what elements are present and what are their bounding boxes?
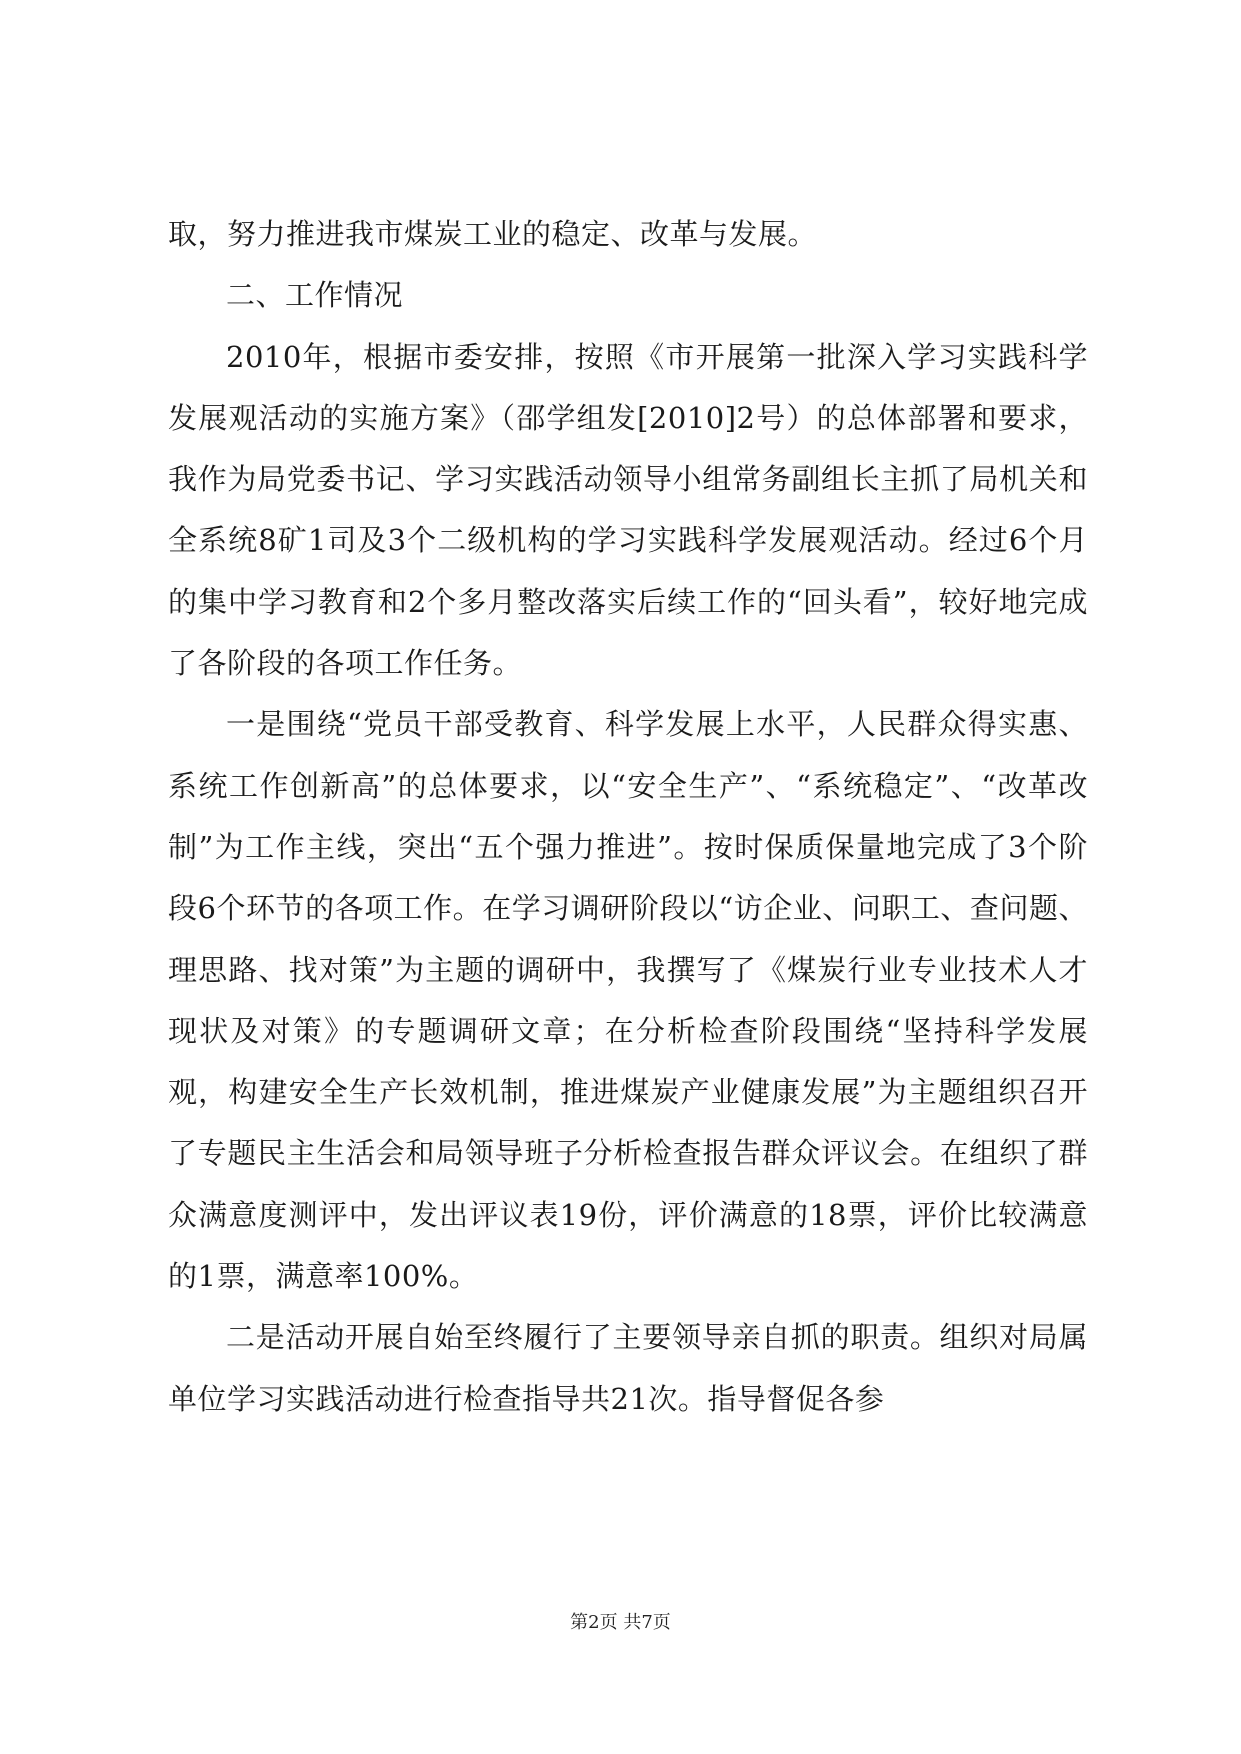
paragraph-point-one: 一是围绕“党员干部受教育、科学发展上水平，人民群众得实惠、系统工作创新高”的总体要求，以“安全生产”、“系统稳定”、“改革改制”为工作主线，突出“五个强力推进”。按时保质保量地完成了3个阶段6个环节的各项工作。在学习调研阶段以“访企业、问职工、查问题、理思路、找对策”为主题的调研中，我撰写了《煤炭行业专业技术人才现状及对策》的专题调研文章；在分析检查阶段围绕“坚持科学发展观，构建安全生产长效机制，推进煤炭产业健康发展”为主题组织召开了专题民主生活会和局领导班子分析检查报告群众评议会。在组织了群众满意度测评中，发出评议表19份，评价满意的18票，评价比较满意的1票，满意率100%。: [168, 707, 1088, 1294]
paragraph-overview: 2010年，根据市委安排，按照《市开展第一批深入学习实践科学发展观活动的实施方案》（邵学组发[2010]2号）的总体部署和要求，我作为局党委书记、学习实践活动领导小组常务副组长主抓了局机关和全系统8矿1司及3个二级机构的学习实践科学发展观活动。经过6个月的集中学习教育和2个多月整改落实后续工作的“回头看”，较好地完成了各阶段的各项工作任务。: [168, 339, 1088, 681]
document-body: [168, 204, 1088, 1430]
paragraph-point-two: 二是活动开展自始至终履行了主要领导亲自抓的职责。组织对局属单位学习实践活动进行检查指导共21次。指导督促各参: [168, 1320, 1088, 1416]
paragraph-continuation: 取，努力推进我市煤炭工业的稳定、改革与发展。: [168, 217, 818, 251]
section-heading: 二、工作情况: [226, 278, 404, 313]
page-footer: 第2页 共7页: [570, 1612, 671, 1633]
